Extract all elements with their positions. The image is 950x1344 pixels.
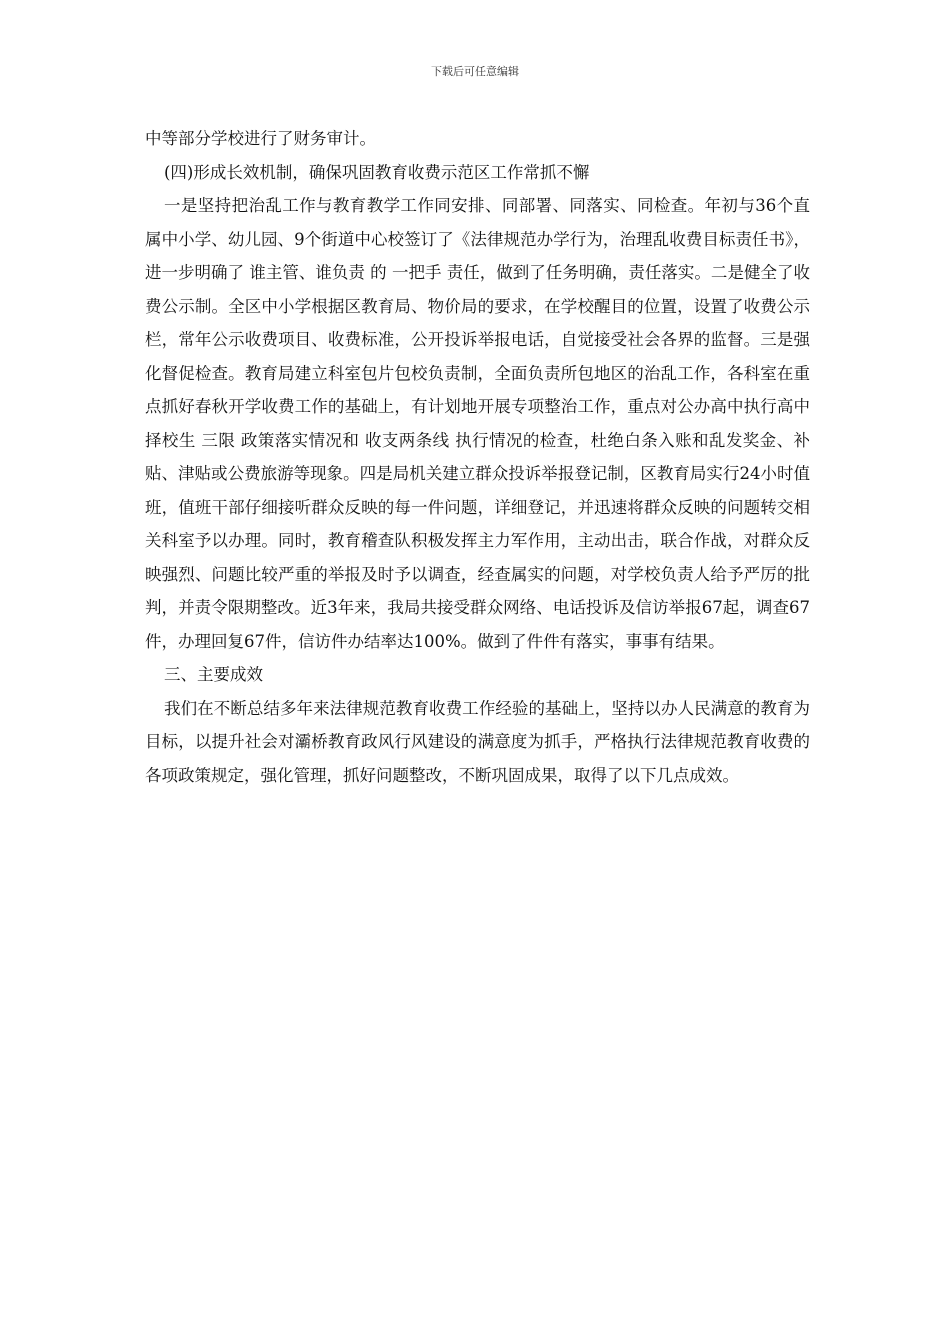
paragraph-results: 我们在不断总结多年来法律规范教育收费工作经验的基础上，坚持以办人民满意的教育为目标，以提升社会对灞桥教育政风行风建设的满意度为抓手，严格执行法律规范教育收费的各项政策规定，强化管理，抓好问题整改，不断巩固成果，取得了以下几点成效。: [145, 698, 810, 785]
paragraph-continuation: 中等部分学校进行了财务审计。: [145, 129, 376, 148]
section-heading-four: (四)形成长效机制，确保巩固教育收费示范区工作常抓不懈: [164, 162, 590, 182]
paragraph-measures: 一是坚持把治乱工作与教育教学工作同安排、同部署、同落实、同检查。年初与36个直属中小学、幼儿园、9个街道中心校签订了《法律规范办学行为，治理乱收费目标责任书》，进一步明确了 谁主管、谁负责 的 一把手 责任，做到了任务明确，责任落实。二是健全了收费公示制。全区中小学根据区教育局、物价局的要求，在学校醒目的位置，设置了收费公示栏，常年公示收费项目、收费标准，公开投诉举报电话，自觉接受社会各界的监督。三是强化督促检查。教育局建立科室包片包校负责制，全面负责所包地区的治乱工作，各科室在重点抓好春秋开学收费工作的基础上，有计划地开展专项整治工作，重点对公办高中执行高中择校生 三限 政策落实情况和 收支两条线 执行情况的检查，杜绝白条入账和乱发奖金、补贴、津贴或公费旅游等现象。四是局机关建立群众投诉举报登记制，区教育局实行24小时值班，值班干部仔细接听群众反映的每一件问题，详细登记，并迅速将群众反映的问题转交相关科室予以办理。同时，教育稽查队积极发挥主力军作用，主动出击，联合作战，对群众反映强烈、问题比较严重的举报及时予以调查，经查属实的问题，对学校负责人给予严厉的批判，并责令限期整改。近3年来，我局共接受群众网络、电话投诉及信访举报67起，调查67件，办理回复67件，信访件办结率达100%。做到了件件有落实，事事有结果。: [145, 196, 810, 651]
document-body: [145, 122, 810, 792]
section-heading-main-results: 三、主要成效: [164, 665, 263, 684]
page-header: 下载后可任意编辑: [431, 65, 519, 78]
